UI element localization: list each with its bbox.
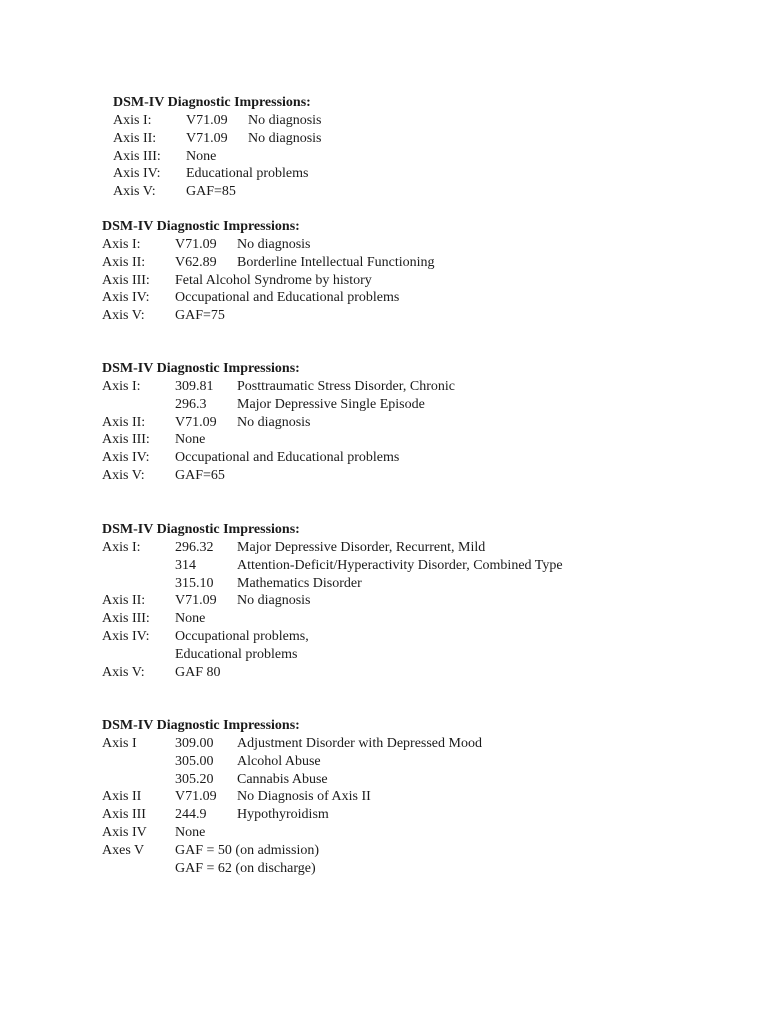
diagnostic-code: V71.09 <box>175 789 217 805</box>
axis-label: Axis I: <box>113 113 152 128</box>
axis-row <box>102 788 371 806</box>
diagnostic-code: 296.32 <box>175 540 214 555</box>
diagnosis-description: No diagnosis <box>237 237 311 252</box>
axis-text: GAF=85 <box>186 184 236 200</box>
diagnosis-description: Attention-Deficit/Hyperactivity Disorder, Combined Type <box>237 557 563 573</box>
axis-label: Axis V: <box>102 308 145 324</box>
diagnostic-block-1 <box>113 94 322 201</box>
axis-label: Axis I <box>102 736 137 751</box>
axis-row <box>102 557 563 575</box>
axis-row <box>102 396 425 414</box>
diagnostic-code: V71.09 <box>186 113 228 128</box>
diagnostic-code: 305.00 <box>175 753 214 769</box>
axis-text: GAF 80 <box>175 664 221 680</box>
axis-row <box>102 431 300 449</box>
axis-row <box>102 236 311 254</box>
diagnostic-code: 309.00 <box>175 736 214 751</box>
diagnostic-code: V71.09 <box>186 130 228 146</box>
axis-row <box>102 539 486 557</box>
axis-row <box>113 183 311 201</box>
axis-label: Axis II: <box>102 254 146 270</box>
axis-text: Fetal Alcohol Syndrome by history <box>175 272 372 288</box>
axis-row <box>113 112 322 130</box>
block-heading: DSM-IV Diagnostic Impressions: <box>113 95 311 110</box>
axis-text: None <box>175 432 206 448</box>
axis-row <box>102 592 311 610</box>
axis-row <box>102 664 300 682</box>
axis-row <box>102 449 400 467</box>
diagnostic-code: 305.20 <box>175 771 214 787</box>
diagnosis-description: Hypothyroidism <box>237 807 329 823</box>
axis-label: Axis II: <box>102 414 146 430</box>
axis-label: Axis IV: <box>102 628 150 644</box>
axis-row <box>102 735 482 753</box>
diagnostic-code: V62.89 <box>175 254 217 270</box>
axis-label: Axis IV: <box>113 166 161 182</box>
diagnosis-description: Posttraumatic Stress Disorder, Chronic <box>237 379 455 394</box>
axis-row <box>102 254 435 272</box>
axis-label: Axis III <box>102 807 146 823</box>
axis-text: Occupational and Educational problems <box>175 290 400 306</box>
diagnosis-description: No diagnosis <box>237 593 311 609</box>
diagnostic-code: V71.09 <box>175 237 217 252</box>
axis-text: GAF=65 <box>175 467 225 483</box>
axis-row <box>102 628 309 646</box>
axis-label: Axis II <box>102 789 142 805</box>
axis-text: None <box>175 824 206 840</box>
diagnostic-block-5 <box>102 717 482 877</box>
diagnosis-description: Alcohol Abuse <box>237 753 321 769</box>
axis-label: Axis V: <box>113 184 156 200</box>
axis-label: Axis III: <box>102 611 150 627</box>
block-heading: DSM-IV Diagnostic Impressions: <box>102 219 300 234</box>
diagnostic-block-3 <box>102 360 455 485</box>
axis-row <box>102 771 328 789</box>
axis-text: GAF=75 <box>175 308 225 324</box>
axis-row <box>102 824 300 842</box>
axis-row <box>102 414 311 432</box>
diagnosis-description: Major Depressive Disorder, Recurrent, Mild <box>237 540 486 555</box>
axis-text: GAF = 62 (on discharge) <box>175 860 316 876</box>
diagnosis-description: Borderline Intellectual Functioning <box>237 254 435 270</box>
axis-label: Axis IV <box>102 824 147 840</box>
diagnostic-code: 315.10 <box>175 575 214 591</box>
axis-text: None <box>175 611 206 627</box>
axis-row <box>102 467 300 485</box>
axis-label: Axis II: <box>113 130 157 146</box>
axis-row <box>102 646 300 664</box>
axis-row <box>102 307 300 325</box>
diagnosis-description: Mathematics Disorder <box>237 575 362 591</box>
axis-row <box>102 860 316 878</box>
axis-label: Axis IV: <box>102 290 150 306</box>
axis-row <box>102 753 321 771</box>
diagnostic-code: V71.09 <box>175 414 217 430</box>
diagnostic-block-2 <box>102 218 435 325</box>
axis-label: Axis III: <box>113 148 161 164</box>
diagnosis-description: No diagnosis <box>237 414 311 430</box>
diagnostic-code: 309.81 <box>175 379 214 394</box>
axis-row <box>102 610 300 628</box>
diagnostic-code: 314 <box>175 557 196 573</box>
axis-label: Axis I: <box>102 540 141 555</box>
axis-row <box>102 272 372 290</box>
block-heading: DSM-IV Diagnostic Impressions: <box>102 718 300 733</box>
axis-row <box>102 575 362 593</box>
axis-row <box>113 165 311 183</box>
axis-row <box>102 806 329 824</box>
axis-label: Axis III: <box>102 272 150 288</box>
axis-row <box>102 289 400 307</box>
axis-text: Educational problems <box>186 166 309 182</box>
axis-label: Axis V: <box>102 467 145 483</box>
diagnostic-code: 296.3 <box>175 396 207 412</box>
axis-text: Occupational and Educational problems <box>175 450 400 466</box>
axis-label: Axis II: <box>102 593 146 609</box>
diagnosis-description: Cannabis Abuse <box>237 771 328 787</box>
axis-row <box>102 378 455 396</box>
axis-label: Axis IV: <box>102 450 150 466</box>
axis-row <box>113 148 311 166</box>
axis-label: Axis I: <box>102 379 141 394</box>
axis-text: GAF = 50 (on admission) <box>175 842 320 858</box>
diagnosis-description: No diagnosis <box>248 113 322 128</box>
block-heading: DSM-IV Diagnostic Impressions: <box>102 522 300 537</box>
block-heading: DSM-IV Diagnostic Impressions: <box>102 361 300 376</box>
diagnostic-code: 244.9 <box>175 807 207 823</box>
axis-text: Educational problems <box>175 646 298 662</box>
diagnosis-description: No Diagnosis of Axis II <box>237 789 371 805</box>
axis-row <box>102 842 320 860</box>
axis-text: Occupational problems, <box>175 628 309 644</box>
axis-label: Axes V <box>102 842 145 858</box>
diagnosis-description: No diagnosis <box>248 130 322 146</box>
diagnostic-block-4 <box>102 521 563 681</box>
diagnostic-code: V71.09 <box>175 593 217 609</box>
axis-text: None <box>186 148 217 164</box>
axis-label: Axis III: <box>102 432 150 448</box>
diagnosis-description: Adjustment Disorder with Depressed Mood <box>237 736 482 751</box>
axis-row <box>113 130 322 148</box>
axis-label: Axis V: <box>102 664 145 680</box>
diagnosis-description: Major Depressive Single Episode <box>237 396 425 412</box>
axis-label: Axis I: <box>102 237 141 252</box>
